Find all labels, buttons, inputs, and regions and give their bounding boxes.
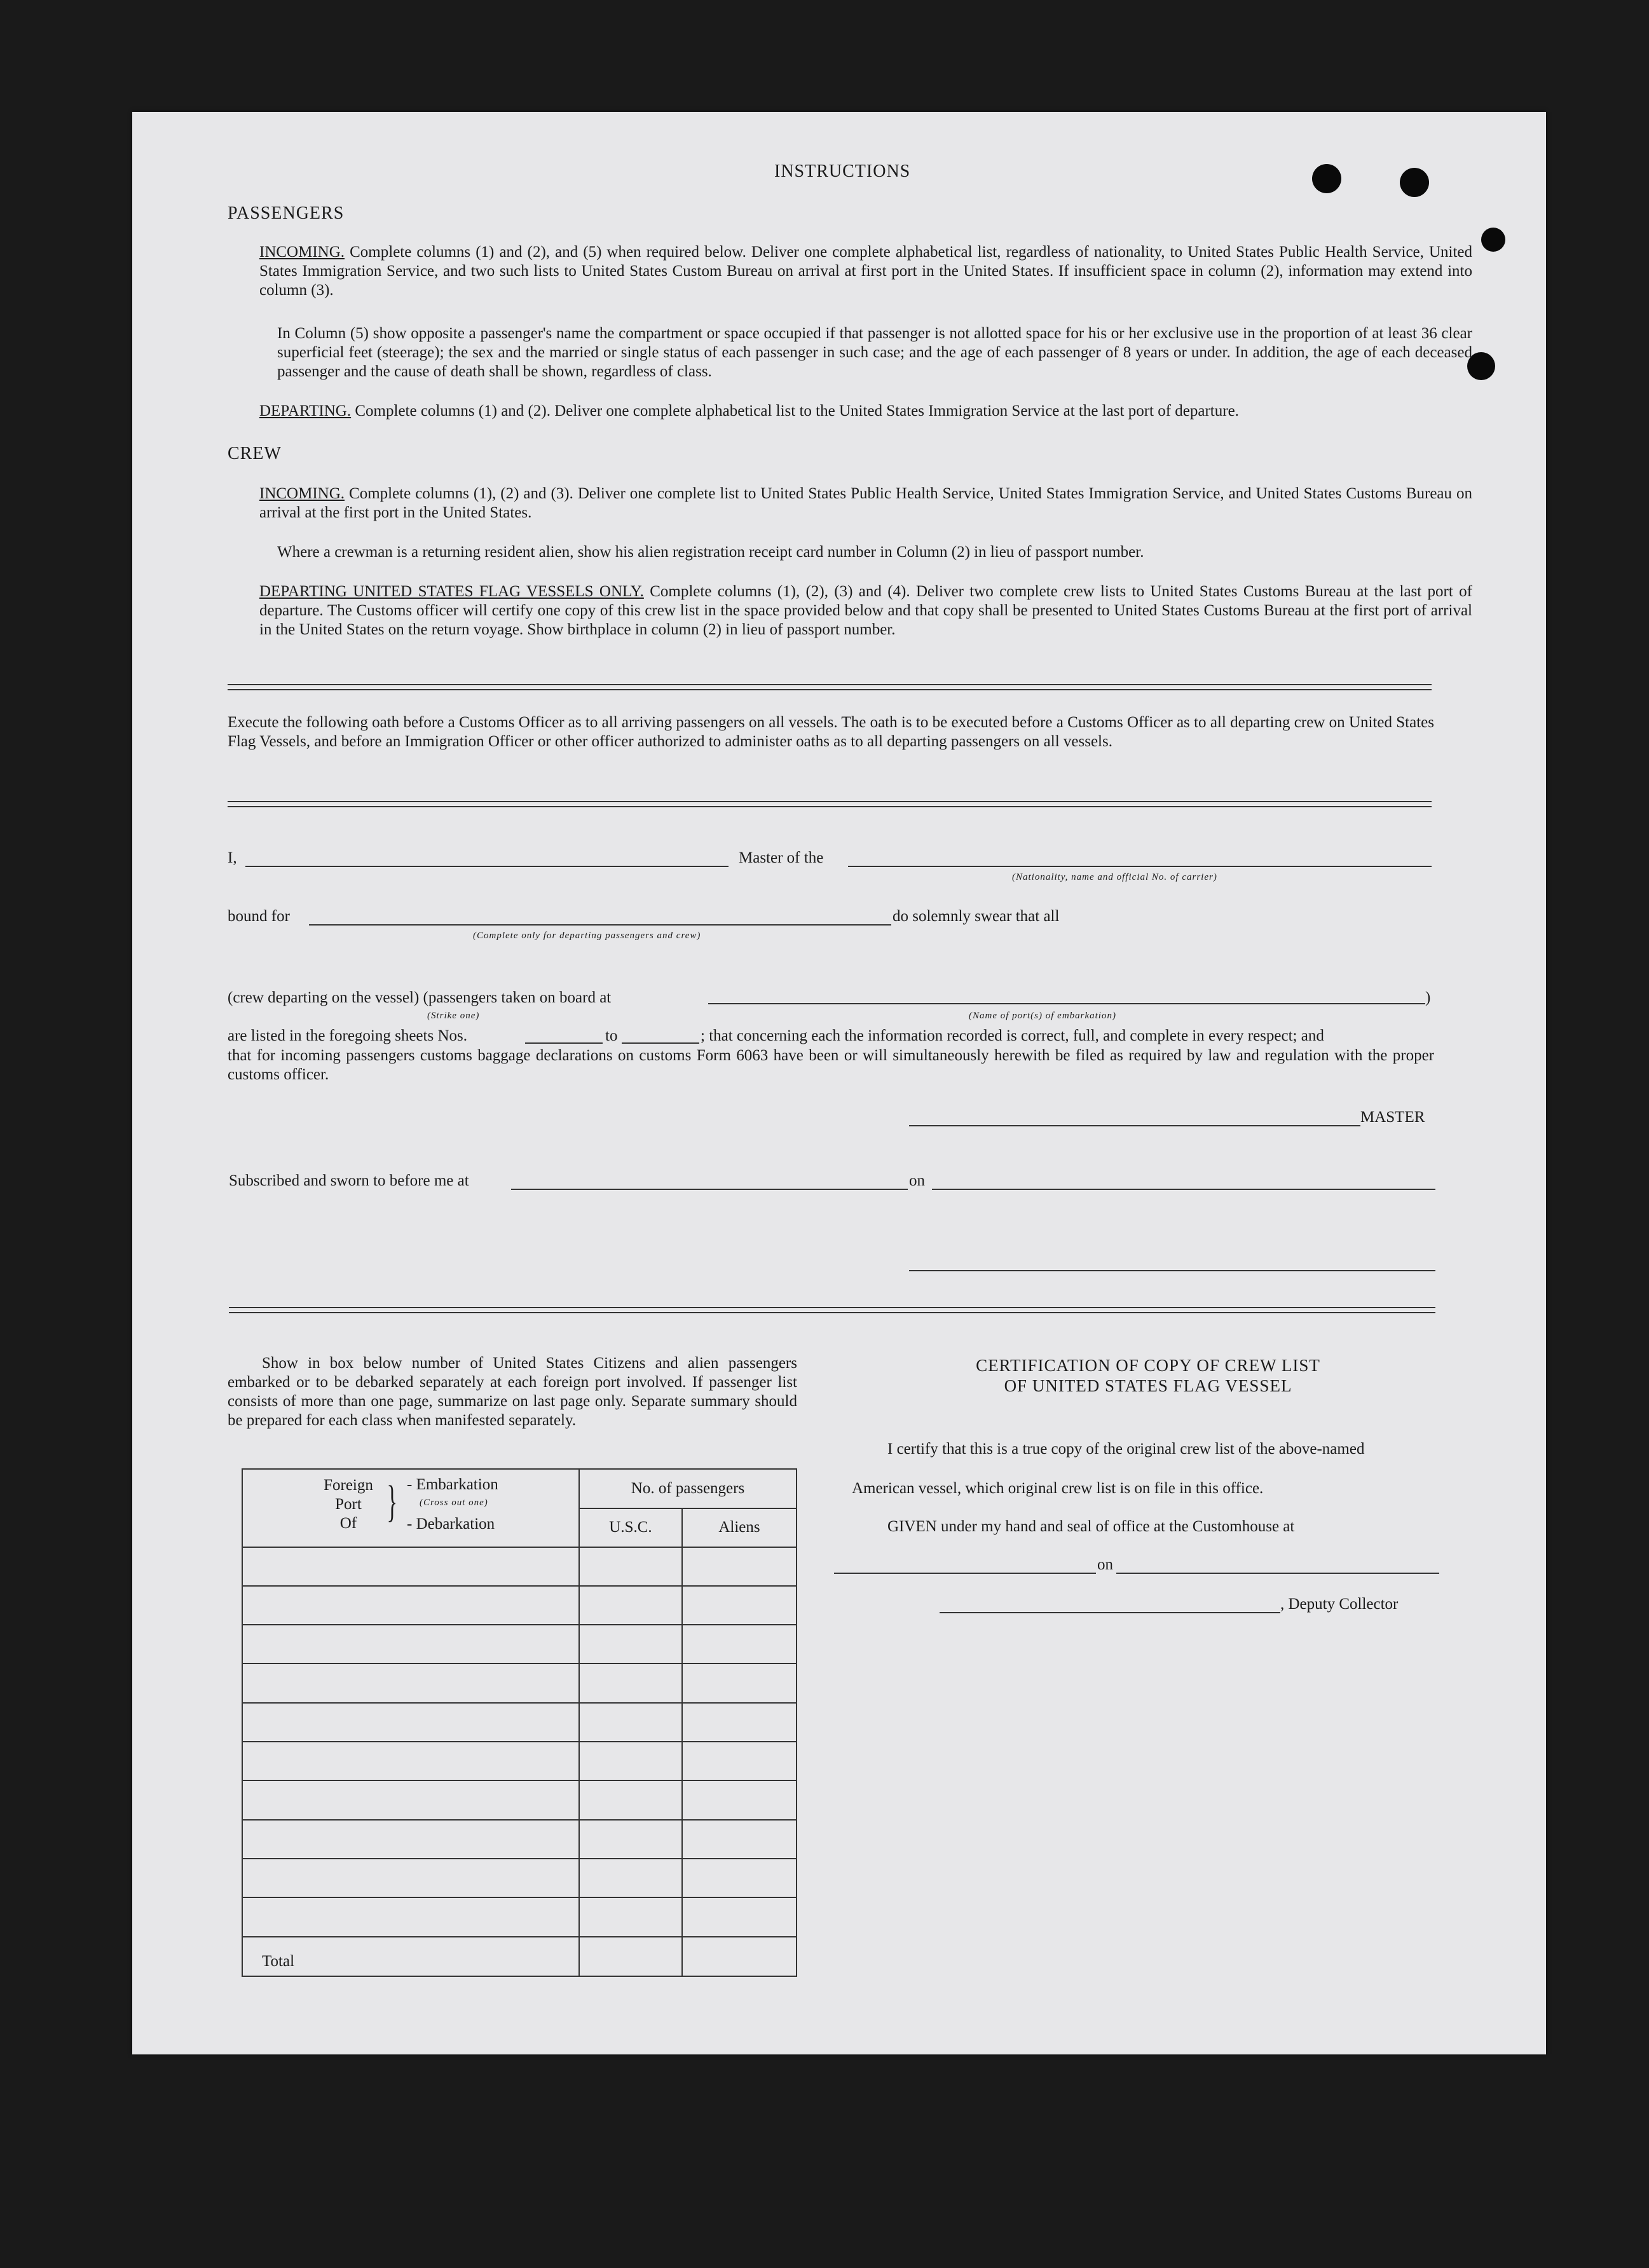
- table-row[interactable]: [242, 1780, 579, 1819]
- sheet-to-field[interactable]: [622, 1042, 699, 1044]
- solemnly-swear-label: do solemnly swear that all: [893, 908, 1060, 925]
- passengers-incoming-label: INCOMING.: [259, 243, 345, 261]
- bound-for-field[interactable]: [309, 924, 891, 926]
- subscribed-label: Subscribed and sworn to before me at: [229, 1172, 469, 1189]
- table-row[interactable]: [242, 1820, 579, 1859]
- master-label: MASTER: [1360, 1109, 1425, 1126]
- crew-incoming-paragraph: [259, 484, 1472, 523]
- table-row[interactable]: [242, 1663, 579, 1702]
- of-label: Of: [339, 1515, 357, 1532]
- certify-line1: I certify that this is a true copy of the original crew list of the above-named: [887, 1440, 1365, 1458]
- punch-hole: [1312, 164, 1341, 193]
- punch-hole: [1400, 168, 1429, 197]
- passengers-incoming-text: Complete columns (1) and (2), and (5) when required below. Deliver one complete alphabetical list, regardless of nationality, to United States Public Health Service, United States Immigration Service, and two such lists to United States Custom Bureau on arrival at first port in the United States. If insufficient space in column (2), information may extend into column (3).: [259, 243, 1473, 299]
- embarkation-ports-field[interactable]: [708, 1003, 1425, 1004]
- form-page: [132, 112, 1546, 2054]
- brace-icon: }: [387, 1477, 398, 1526]
- officer-signature-field[interactable]: [909, 1270, 1435, 1271]
- cert-date-field[interactable]: [1116, 1573, 1439, 1574]
- listed-rest: that for incoming passengers customs baggage declarations on customs Form 6063 have been or will simultaneously herewith be filed as required by law and regulation with the proper customs officer.: [228, 1047, 1434, 1083]
- port-label: Port: [335, 1496, 362, 1513]
- table-row[interactable]: [242, 1859, 579, 1897]
- to-label: to: [605, 1027, 618, 1044]
- embarkation-label: - Embarkation: [407, 1476, 498, 1493]
- total-aliens-cell[interactable]: [682, 1937, 797, 1976]
- crew-heading: CREW: [228, 444, 282, 463]
- customhouse-field[interactable]: [834, 1573, 1096, 1574]
- cross-out-note: (Cross out one): [420, 1498, 488, 1508]
- certification-title-line1: CERTIFICATION OF COPY OF CREW LIST: [976, 1356, 1320, 1375]
- aliens-header: Aliens: [682, 1508, 797, 1547]
- certification-title-line2: OF UNITED STATES FLAG VESSEL: [1004, 1376, 1292, 1395]
- close-paren: ): [1425, 989, 1431, 1006]
- passengers-incoming-paragraph: [259, 243, 1472, 300]
- table-row[interactable]: [242, 1703, 579, 1742]
- cert-on-label: on: [1097, 1556, 1113, 1573]
- crew-departing-label: (crew departing on the vessel) (passengers taken on board at: [228, 989, 612, 1006]
- sworn-on-label: on: [909, 1172, 925, 1189]
- given-line: GIVEN under my hand and seal of office at the Customhouse at: [887, 1518, 1295, 1535]
- strike-one-note: (Strike one): [427, 1011, 480, 1021]
- table-row[interactable]: [242, 1742, 579, 1780]
- crew-incoming-label: INCOMING.: [259, 485, 345, 502]
- summary-instructions: Show in box below number of United States Citizens and alien passengers embarked or to be debarked separately at each foreign port involved. If passenger list consists of more than one page, summarize on last page only. Separate summary should be prepared for each class when manifested separately.: [228, 1355, 797, 1429]
- passengers-departing-paragraph: [259, 402, 1472, 421]
- oath-intro: Execute the following oath before a Customs Officer as to all arriving passengers on all vessels. The oath is to be executed before a Customs Officer as to all departing crew on United States Flag Vessels, and before an Immigration Officer or other officer authorized to administer oaths as to all departing passengers on all vessels.: [228, 714, 1434, 750]
- sworn-date-field[interactable]: [932, 1189, 1435, 1190]
- passenger-summary-table: [242, 1468, 797, 1977]
- total-label: Total: [242, 1937, 579, 1976]
- master-name-field[interactable]: [245, 866, 729, 867]
- total-usc-cell[interactable]: [579, 1937, 682, 1976]
- section-divider: [229, 1307, 1435, 1313]
- sheet-from-field[interactable]: [525, 1042, 603, 1044]
- table-row[interactable]: [242, 1547, 579, 1586]
- section-divider: [228, 684, 1432, 690]
- port-header-cell: [242, 1469, 579, 1547]
- crew-departing-paragraph: [259, 582, 1472, 639]
- crew-incoming-text: Complete columns (1), (2) and (3). Deliver one complete list to United States Public Health Service, United States Immigration Service, and United States Customs Bureau on arrival at the first port in the United States.: [259, 485, 1472, 521]
- table-row[interactable]: [242, 1625, 579, 1663]
- usc-header: U.S.C.: [579, 1508, 682, 1547]
- no-of-passengers-header: No. of passengers: [579, 1469, 797, 1508]
- crew-resident-paragraph: Where a crewman is a returning resident alien, show his alien registration receipt card number in Column (2) in lieu of passport number.: [277, 543, 1144, 561]
- listed-label: are listed in the foregoing sheets Nos.: [228, 1027, 467, 1044]
- bound-for-note: (Complete only for departing passengers and crew): [473, 931, 701, 941]
- oath-i-label: I,: [228, 849, 237, 866]
- bound-for-label: bound for: [228, 908, 290, 925]
- master-of-label: Master of the: [739, 849, 824, 866]
- crew-departing-label: DEPARTING UNITED STATES FLAG VESSELS ONLY.: [259, 583, 644, 600]
- passengers-departing-label: DEPARTING.: [259, 402, 352, 420]
- page-title: INSTRUCTIONS: [774, 161, 911, 181]
- crew-departing-text: Complete columns (1), (2), (3) and (4). Deliver two complete crew lists to United States Customs Bureau at the last port of departure. The Customs officer will certify one copy of this crew list in the space provided below and that copy shall be presented to United States Customs Bureau at the first port of arrival in the United States on the return voyage. Show birthplace in column (2) in lieu of passport number.: [259, 583, 1472, 638]
- deputy-signature-field[interactable]: [940, 1612, 1280, 1613]
- passengers-heading: PASSENGERS: [228, 203, 345, 223]
- certification-title: [862, 1355, 1434, 1396]
- ports-note: (Name of port(s) of embarkation): [969, 1011, 1116, 1021]
- section-divider: [228, 801, 1432, 807]
- foreign-label: Foreign: [324, 1477, 373, 1494]
- carrier-field-note: (Nationality, name and official No. of carrier): [1012, 872, 1217, 882]
- table-row[interactable]: [242, 1897, 579, 1936]
- sworn-place-field[interactable]: [511, 1189, 908, 1190]
- master-signature-field[interactable]: [909, 1125, 1360, 1126]
- punch-hole: [1481, 228, 1505, 252]
- carrier-field[interactable]: [848, 866, 1432, 867]
- certify-line2: American vessel, which original crew list is on file in this office.: [852, 1480, 1264, 1497]
- listed-post: ; that concerning each the information recorded is correct, full, and complete in every respect; and: [701, 1027, 1324, 1044]
- table-row[interactable]: [242, 1586, 579, 1625]
- debarkation-label: - Debarkation: [407, 1515, 495, 1533]
- passengers-departing-text: Complete columns (1) and (2). Deliver one complete alphabetical list to the United States Immigration Service at the last port of departure.: [355, 402, 1239, 420]
- passengers-column5-paragraph: In Column (5) show opposite a passenger's name the compartment or space occupied if that passenger is not allotted space for his or her exclusive use in the proportion of at least 36 clear superficial feet (steerage); the sex and the married or single status of each passenger in such case; and the age of each passenger of 8 years or under. In addition, the age of each deceased passenger and the cause of death shall be shown, regardless of class.: [277, 325, 1472, 380]
- deputy-collector-label: , Deputy Collector: [1280, 1595, 1399, 1613]
